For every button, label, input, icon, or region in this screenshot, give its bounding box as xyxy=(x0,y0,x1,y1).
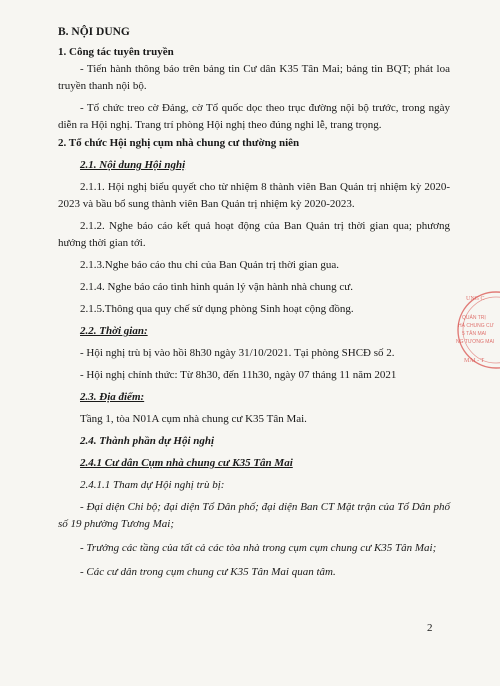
svg-text:HÀ CHUNG CƯ: HÀ CHUNG CƯ xyxy=(458,323,494,329)
paragraph-1-1: - Tiến hành thông báo trên bảng tin Cư dân K35 Tân Mai; bảng tin BQT; phát loa truyền thanh nội bộ. xyxy=(58,63,450,92)
paragraph-1-2: - Tổ chức treo cờ Đảng, cờ Tổ quốc dọc theo trục đường nội bộ trước, trong ngày diễn ra Hội nghị. Trang trí phòng Hội nghị theo đúng nghi lễ, trang trọng. xyxy=(58,102,450,131)
attendee-line-3: - Các cư dân trong cụm chung cư K35 Tân Mai quan tâm. xyxy=(80,566,336,578)
heading-2-4-1-1: 2.4.1.1 Tham dự Hội nghị trù bị: xyxy=(80,479,225,491)
item-2-1-4: 2.1.4. Nghe báo cáo tình hình quản lý vận hành nhà chung cư. xyxy=(80,281,353,293)
item-2-1-5: 2.1.5.Thông qua quy chế sử dụng phòng Sinh hoạt cộng đồng. xyxy=(80,303,354,315)
attendee-line-1: - Đại diện Chi bộ; đại diện Tổ Dân phố; đại diện Ban CT Mặt trận của Tổ Dân phố số 19 phường Tương Mai; xyxy=(58,501,450,530)
section-title: B. NỘI DUNG xyxy=(58,26,130,38)
heading-2-3: 2.3. Địa điểm: xyxy=(80,391,145,403)
item-2-1-2: 2.1.2. Nghe báo cáo kết quả hoạt động của Ban Quản trị thời gian qua; phương hướng thời gian tới. xyxy=(58,220,450,249)
heading-2-4-1: 2.4.1 Cư dân Cụm nhà chung cư K35 Tân Mai xyxy=(80,457,293,469)
svg-text:5 TÂN MAI: 5 TÂN MAI xyxy=(462,331,487,337)
heading-2-2: 2.2. Thời gian: xyxy=(80,325,148,337)
time-line-1: - Hội nghị trù bị vào hồi 8h30 ngày 31/10/2021. Tại phòng SHCĐ số 2. xyxy=(80,347,395,359)
attendee-line-2: - Trưởng các tầng của tất cả các tòa nhà trong cụm cụm chung cư K35 Tân Mai; xyxy=(80,542,437,554)
svg-text:UNG C: UNG C xyxy=(466,296,485,302)
heading-2-1: 2.1. Nội dung Hội nghị xyxy=(80,159,186,171)
document-body xyxy=(58,24,450,581)
location-line: Tầng 1, tòa N01A cụm nhà chung cư K35 Tân Mai. xyxy=(80,413,307,425)
item-2-1-1: 2.1.1. Hội nghị biểu quyết cho từ nhiệm 8 thành viên Ban Quản trị nhiệm kỳ 2020-2023 và bầu bổ sung thành viên Ban Quản trị nhiệm kỳ 2020-2023. xyxy=(58,181,450,210)
heading-2-4: 2.4. Thành phần dự Hội nghị xyxy=(80,435,215,447)
svg-text:QUẢN TRỊ: QUẢN TRỊ xyxy=(462,315,486,321)
official-stamp xyxy=(452,288,500,372)
heading-1: 1. Công tác tuyên truyền xyxy=(58,46,174,58)
time-line-2: - Hội nghị chính thức: Từ 8h30, đến 11h30, ngày 07 tháng 11 năm 2021 xyxy=(80,369,397,381)
svg-text:NG TƯƠNG MAI: NG TƯƠNG MAI xyxy=(456,339,495,345)
item-2-1-3: 2.1.3.Nghe báo cáo thu chi của Ban Quản trị thời gian gua. xyxy=(80,259,340,271)
stamp-seal-icon xyxy=(452,288,500,372)
svg-text:MAI - T: MAI - T xyxy=(464,358,485,364)
heading-2: 2. Tổ chức Hội nghị cụm nhà chung cư thường niên xyxy=(58,137,300,149)
page-number: 2 xyxy=(427,622,433,634)
